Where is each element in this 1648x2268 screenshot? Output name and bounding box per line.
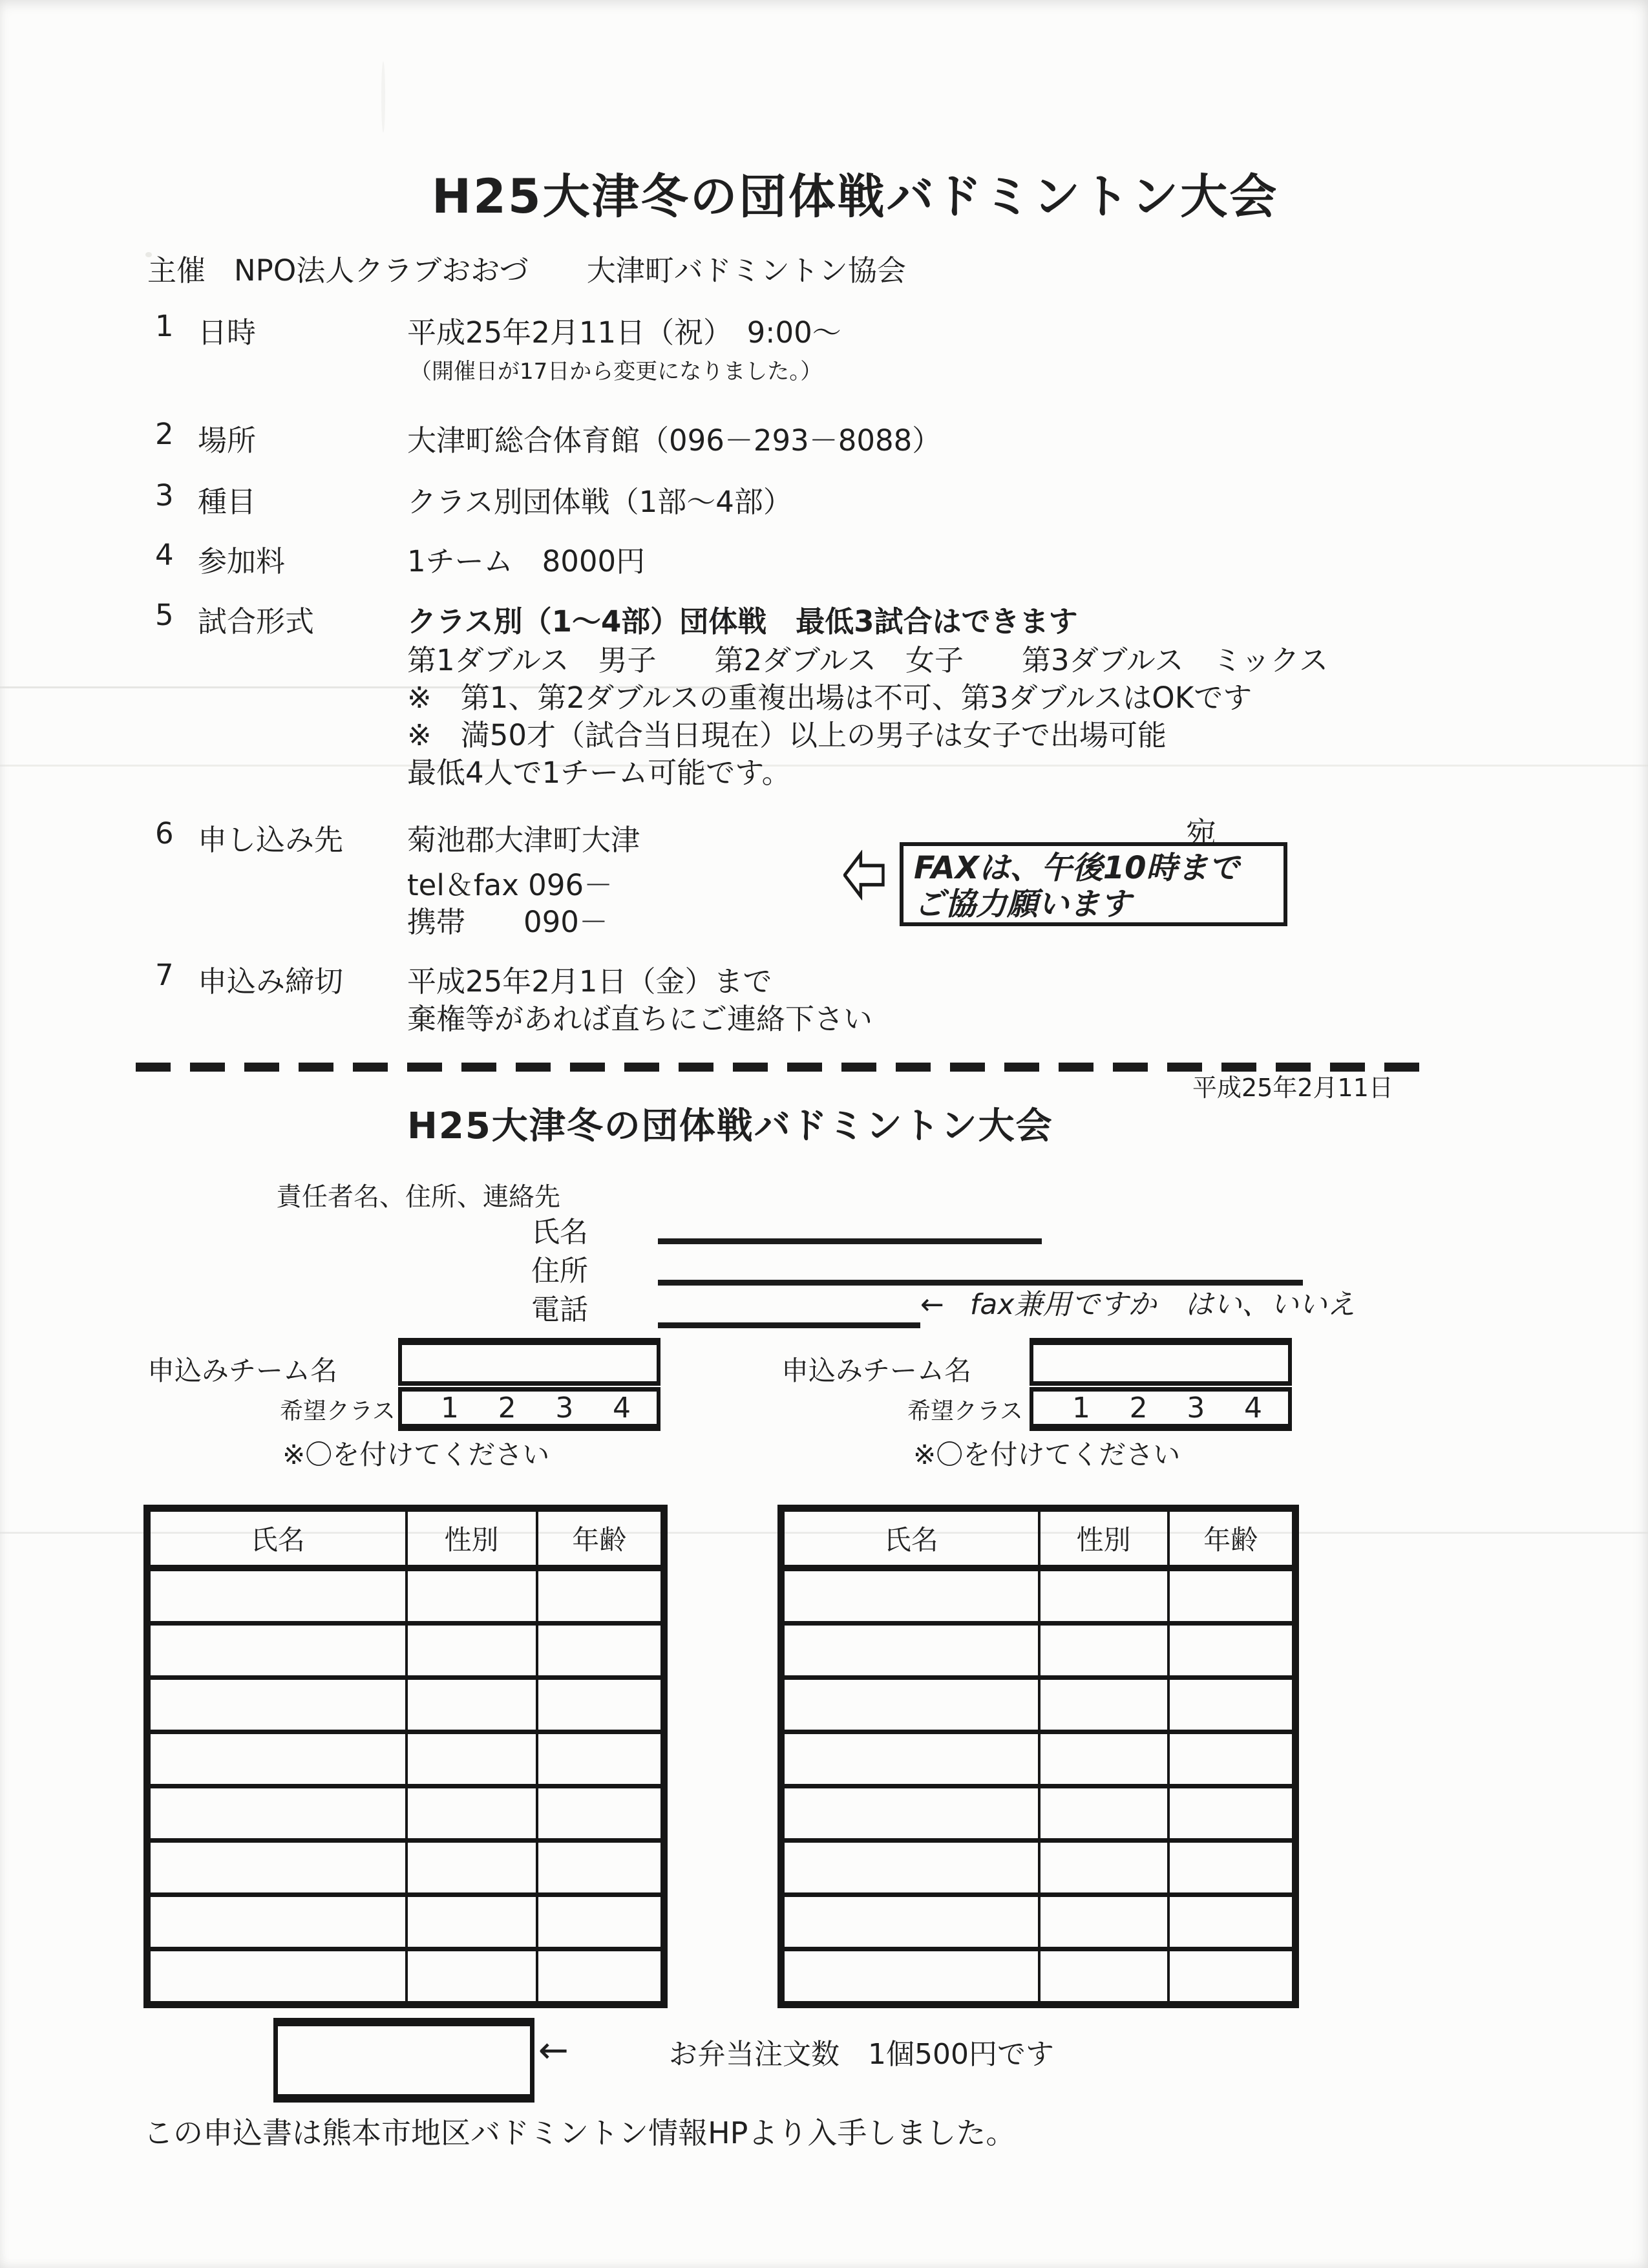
table-cell <box>537 1895 664 1949</box>
table-row <box>147 1841 664 1895</box>
table-cell <box>537 1786 664 1841</box>
table-cell <box>537 1841 664 1895</box>
table-cell <box>407 1678 537 1732</box>
item-number: 7 <box>155 958 174 992</box>
table-cell <box>537 1949 664 2005</box>
table-cell <box>1039 1786 1168 1841</box>
table-cell <box>781 1841 1039 1895</box>
team-name-box <box>398 1338 660 1386</box>
circle-note: ※〇を付けてください <box>282 1439 550 1470</box>
table-cell <box>781 1895 1039 1949</box>
table-cell <box>147 1624 407 1678</box>
table-header-cell: 性別 <box>407 1509 537 1569</box>
class-label: 希望クラス <box>280 1398 396 1425</box>
bento-arrow-icon: ← <box>538 2030 569 2072</box>
class-choice-box <box>398 1387 660 1431</box>
table-header-row <box>147 1509 664 1569</box>
item-content: 携帯 090－ <box>407 905 608 939</box>
table-cell <box>407 1624 537 1678</box>
item-label: 申し込み先 <box>198 823 344 857</box>
table-cell <box>537 1732 664 1786</box>
table-cell <box>1039 1895 1168 1949</box>
left-hollow-arrow-icon <box>843 850 885 900</box>
table-row <box>147 1678 664 1732</box>
fax-question-line <box>920 1281 1355 1322</box>
class-option-4: 4 <box>612 1391 631 1425</box>
table-cell <box>537 1678 664 1732</box>
page-title: H25大津冬の団体戦バドミントン大会 <box>432 169 1279 224</box>
addressee-label: 宛 <box>1186 816 1216 851</box>
phone-label: 電話 <box>531 1293 588 1326</box>
table-header-cell: 年齢 <box>1168 1509 1296 1569</box>
table-row <box>781 1732 1296 1786</box>
item-label: 参加料 <box>198 544 286 578</box>
table-header-row <box>781 1509 1296 1569</box>
organizer-label: 主催 <box>147 253 206 288</box>
item-number: 1 <box>155 309 174 343</box>
table-row <box>781 1786 1296 1841</box>
table-row <box>147 1895 664 1949</box>
contact-header: 責任者名、住所、連絡先 <box>276 1182 560 1212</box>
table-cell <box>1039 1624 1168 1678</box>
table-cell <box>407 1568 537 1624</box>
table-header-cell: 性別 <box>1039 1509 1168 1569</box>
fax-notice-line1: FAXは、午後10時まで <box>914 850 1240 886</box>
name-underline <box>658 1238 1042 1244</box>
table-cell <box>147 1568 407 1624</box>
table-cell <box>1039 1841 1168 1895</box>
item-content: 平成25年2月1日（金）まで <box>407 964 772 999</box>
table-row <box>147 1568 664 1624</box>
table-row <box>147 1624 664 1678</box>
item-content: 平成25年2月11日（祝） 9:00～ <box>407 315 841 350</box>
scan-crease <box>0 765 1648 767</box>
table-cell <box>407 1786 537 1841</box>
item-content: 菊池郡大津町大津 <box>407 823 640 857</box>
name-label: 氏名 <box>531 1216 588 1249</box>
table-cell <box>1039 1678 1168 1732</box>
scan-speck <box>381 61 385 132</box>
organizer-name: NPO法人クラブおおづ 大津町バドミントン協会 <box>234 253 906 288</box>
class-option-4: 4 <box>1243 1391 1262 1425</box>
table-cell <box>147 1895 407 1949</box>
table-row <box>781 1841 1296 1895</box>
table-cell <box>1039 1949 1168 2005</box>
footer-note: この申込書は熊本市地区バドミントン情報HPより入手しました。 <box>143 2115 1016 2150</box>
item-label: 日時 <box>198 315 257 350</box>
roster-table-left <box>143 1505 668 2008</box>
table-cell <box>407 1841 537 1895</box>
table-row <box>781 1895 1296 1949</box>
item-content: 最低4人で1チーム可能です。 <box>407 756 791 790</box>
table-cell <box>407 1895 537 1949</box>
item-note: （開催日が17日から変更になりました。） <box>410 359 823 385</box>
item-label: 場所 <box>198 423 257 458</box>
table-cell <box>147 1786 407 1841</box>
item-content: 第1ダブルス 男子 第2ダブルス 女子 第3ダブルス ミックス <box>407 643 1329 677</box>
item-content-bold: クラス別（1～4部）団体戦 最低3試合はできます <box>407 604 1078 639</box>
table-cell <box>1168 1841 1296 1895</box>
table-cell <box>1168 1678 1296 1732</box>
class-option-2: 2 <box>498 1391 516 1425</box>
item-content: tel＆fax 096－ <box>407 868 613 902</box>
team-name-label: 申込みチーム名 <box>781 1355 972 1386</box>
item-number: 5 <box>155 598 174 632</box>
table-cell <box>537 1624 664 1678</box>
class-option-3: 3 <box>1187 1391 1205 1425</box>
fax-notice-box <box>900 842 1287 926</box>
table-cell <box>781 1678 1039 1732</box>
class-option-2: 2 <box>1129 1391 1148 1425</box>
item-content: 棄権等があれば直ちにご連絡下さい <box>407 1002 873 1036</box>
item-number: 3 <box>155 478 174 513</box>
table-header-cell: 年齢 <box>537 1509 664 1569</box>
table-row <box>147 1732 664 1786</box>
team-name-label: 申込みチーム名 <box>147 1355 338 1386</box>
item-label: 試合形式 <box>198 604 315 639</box>
table-cell <box>781 1624 1039 1678</box>
class-label: 希望クラス <box>907 1398 1023 1425</box>
left-arrow-icon: ← <box>920 1288 944 1321</box>
table-cell <box>407 1949 537 2005</box>
item-label: 種目 <box>198 485 257 519</box>
item-content: 1チーム 8000円 <box>407 544 646 578</box>
table-cell <box>537 1568 664 1624</box>
table-cell <box>781 1568 1039 1624</box>
circle-note: ※〇を付けてください <box>913 1439 1181 1470</box>
team-name-box <box>1030 1338 1292 1386</box>
fax-question-text: fax兼用ですか はい、いいえ <box>969 1288 1356 1321</box>
class-option-1: 1 <box>441 1391 459 1425</box>
table-cell <box>407 1732 537 1786</box>
class-option-1: 1 <box>1072 1391 1090 1425</box>
table-cell <box>781 1786 1039 1841</box>
table-header-cell: 氏名 <box>781 1509 1039 1569</box>
table-row <box>781 1568 1296 1624</box>
phone-underline <box>658 1322 920 1328</box>
table-row <box>781 1949 1296 2005</box>
item-content: 大津町総合体育館（096－293－8088） <box>407 423 942 458</box>
table-header-cell: 氏名 <box>147 1509 407 1569</box>
table-cell <box>1168 1786 1296 1841</box>
form-title: H25大津冬の団体戦バドミントン大会 <box>407 1105 1053 1147</box>
table-cell <box>147 1732 407 1786</box>
table-cell <box>781 1949 1039 2005</box>
table-cell <box>1168 1949 1296 2005</box>
item-content: ※ 第1、第2ダブルスの重複出場は不可、第3ダブルスはOKです <box>407 681 1252 715</box>
item-number: 4 <box>155 538 174 572</box>
form-date: 平成25年2月11日 <box>1192 1074 1393 1102</box>
class-option-3: 3 <box>555 1391 574 1425</box>
class-choice-box <box>1030 1387 1292 1431</box>
table-cell <box>147 1949 407 2005</box>
table-cell <box>147 1678 407 1732</box>
item-number: 2 <box>155 417 174 451</box>
table-cell <box>147 1841 407 1895</box>
table-cell <box>1039 1732 1168 1786</box>
table-row <box>147 1786 664 1841</box>
item-label: 申込み締切 <box>198 964 344 999</box>
table-cell <box>1168 1732 1296 1786</box>
item-content: ※ 満50才（試合当日現在）以上の男子は女子で出場可能 <box>407 718 1167 752</box>
item-number: 6 <box>155 816 174 851</box>
table-cell <box>1168 1568 1296 1624</box>
table-cell <box>1039 1568 1168 1624</box>
table-cell <box>1168 1895 1296 1949</box>
table-row <box>781 1678 1296 1732</box>
bento-count-box <box>273 2018 534 2103</box>
roster-table-right <box>777 1505 1299 2008</box>
table-cell <box>781 1732 1039 1786</box>
item-content: クラス別団体戦（1部～4部） <box>407 485 792 519</box>
bento-note: お弁当注文数 1個500円です <box>669 2038 1054 2071</box>
organizer-line <box>147 247 906 289</box>
fax-notice-line2: ご協力願います <box>914 886 1132 922</box>
address-label: 住所 <box>531 1255 588 1288</box>
table-row <box>781 1624 1296 1678</box>
table-cell <box>1168 1624 1296 1678</box>
table-row <box>147 1949 664 2005</box>
